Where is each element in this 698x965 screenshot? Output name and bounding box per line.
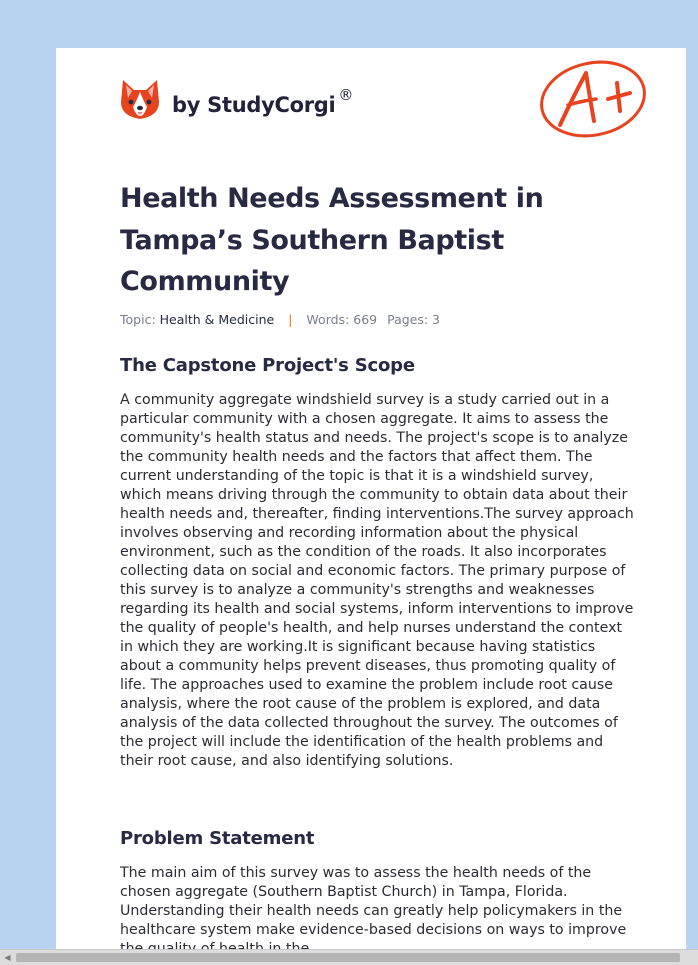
corgi-icon	[120, 76, 160, 122]
registered-mark: ®	[338, 85, 354, 104]
section-body: The main aim of this survey was to assess the health needs of the chosen aggregate (Southern Baptist Church) in Tampa, Florida. Understanding their health needs can greatly help policymakers in the healthcare system make evidence-based decisions on ways to improve	[120, 865, 627, 938]
a-plus-grade-icon	[538, 59, 650, 141]
section-body: A community aggregate windshield survey is a study carried out in a particular community with a chosen aggregate. It aims to assess the community's health status and needs. The project's scope is to analyze the community health needs and the factors that affect them. The current understanding of the topic is that it is a windshield survey, which means driving through the community to obtain data about their health needs and, thereafter, finding interventions.The survey approach involves observing and recording information about the physical environment, such as the condition of the roads. It also incorporates collecting data on social and economic factors. The primary purpose of this survey is to analyze a community's strengths and weaknesses regarding its health and social systems, inform interventions to improve the quality of people's health, and help nurses understand the context in which they are working.It is significant because having statistics about a community helps prevent diseases, thus promoting quality of life. The approaches used to examine the problem include root cause analysis, where the root cause of the problem is explored, and data analysis of the data collected throughout the survey. The outcomes of the project will include the identification of the health problems and their root cause, and also identifying solutions.	[120, 392, 634, 769]
word-count: Words: 669	[306, 312, 378, 327]
document-title: Health Needs Assessment in Tampa’s Southern Baptist Community	[120, 183, 544, 297]
page-count: Pages: 3	[387, 312, 441, 327]
studycorgi-logo[interactable]	[120, 76, 353, 122]
grade-badge	[538, 59, 650, 145]
meta-separator: |	[288, 312, 293, 327]
section-heading: The Capstone Project's Scope	[120, 355, 415, 376]
horizontal-scrollbar[interactable]	[0, 949, 698, 965]
topic-label: Topic:	[120, 312, 156, 327]
scrollbar-thumb[interactable]	[16, 953, 680, 962]
topic-link[interactable]: Health & Medicine	[159, 312, 275, 327]
scroll-left-arrow-icon[interactable]: ◀	[4, 953, 11, 962]
document-meta	[120, 312, 440, 327]
document-page	[56, 48, 686, 964]
section-heading: Problem Statement	[120, 828, 315, 849]
brand-name: by StudyCorgi ®	[172, 85, 354, 117]
